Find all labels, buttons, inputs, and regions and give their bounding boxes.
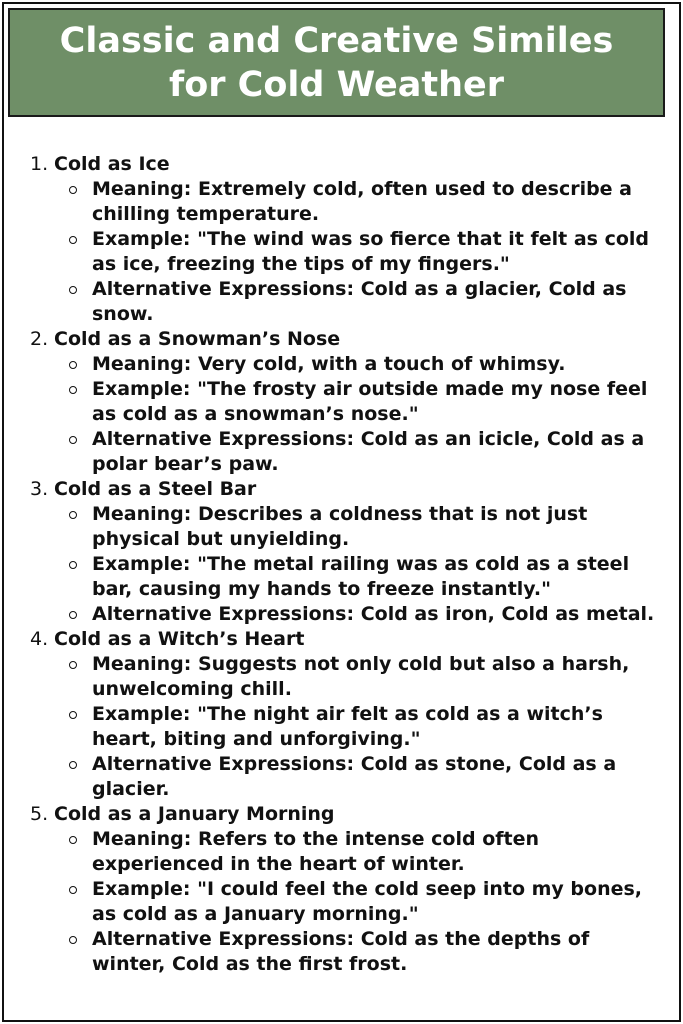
simile-heading: [30, 152, 670, 177]
hollow-circle-bullet-icon: [69, 361, 77, 369]
hollow-circle-bullet-icon: [69, 761, 77, 769]
simile-item: [30, 627, 670, 802]
sub-bullet-text-line: Meaning: Very cold, with a touch of whimsy.: [92, 353, 566, 375]
sub-bullet-item: [92, 752, 670, 802]
hollow-circle-bullet-icon: [69, 836, 77, 844]
sub-bullet-text-line: Meaning: Extremely cold, often used to describe a: [92, 178, 633, 200]
item-number: 2.: [30, 328, 49, 350]
sub-bullet-list: [30, 827, 670, 977]
sub-bullet-text-line: Example: "The metal railing was as cold as a steel: [92, 553, 630, 575]
sub-bullet-item: [92, 352, 670, 377]
sub-bullet-text-line: Alternative Expressions: Cold as stone, Cold as a: [92, 753, 617, 775]
sub-bullet-item: [92, 227, 670, 277]
simile-heading: [30, 802, 670, 827]
item-number: 5.: [30, 803, 49, 825]
item-heading-text: Cold as a Snowman’s Nose: [54, 328, 341, 350]
simile-list: [30, 152, 670, 977]
sub-bullet-text-line: Alternative Expressions: Cold as an icicle, Cold as a: [92, 428, 645, 450]
sub-bullet-text-line: glacier.: [92, 778, 170, 800]
sub-bullet-item: [92, 552, 670, 602]
simile-heading: [30, 627, 670, 652]
sub-bullet-item: [92, 827, 670, 877]
hollow-circle-bullet-icon: [69, 186, 77, 194]
item-number: 1.: [30, 153, 49, 175]
item-number: 3.: [30, 478, 49, 500]
sub-bullet-item: [92, 927, 670, 977]
simile-item: [30, 152, 670, 327]
sub-bullet-text-line: bar, causing my hands to freeze instantly.": [92, 578, 552, 600]
item-heading-text: Cold as a January Morning: [54, 803, 335, 825]
simile-heading: [30, 477, 670, 502]
hollow-circle-bullet-icon: [69, 886, 77, 894]
simile-heading: [30, 327, 670, 352]
item-heading-text: Cold as Ice: [54, 153, 170, 175]
hollow-circle-bullet-icon: [69, 286, 77, 294]
sub-bullet-text-line: heart, biting and unforgiving.": [92, 728, 421, 750]
simile-item: [30, 327, 670, 477]
sub-bullet-item: [92, 602, 670, 627]
sub-bullet-text-line: Alternative Expressions: Cold as the depths of: [92, 928, 590, 950]
sub-bullet-text-line: Example: "The frosty air outside made my nose feel: [92, 378, 648, 400]
sub-bullet-text-line: Example: "The night air felt as cold as a witch’s: [92, 703, 603, 725]
hollow-circle-bullet-icon: [69, 561, 77, 569]
sub-bullet-text-line: Example: "I could feel the cold seep into my bones,: [92, 878, 643, 900]
hollow-circle-bullet-icon: [69, 436, 77, 444]
hollow-circle-bullet-icon: [69, 711, 77, 719]
sub-bullet-text-line: Meaning: Suggests not only cold but also a harsh,: [92, 653, 630, 675]
page-title: [37, 19, 637, 107]
title-banner: [8, 8, 665, 117]
sub-bullet-list: [30, 502, 670, 627]
sub-bullet-item: [92, 427, 670, 477]
sub-bullet-text-line: experienced in the heart of winter.: [92, 853, 465, 875]
sub-bullet-text-line: unwelcoming chill.: [92, 678, 292, 700]
sub-bullet-text-line: as cold as a snowman’s nose.": [92, 403, 419, 425]
simile-item: [30, 477, 670, 627]
sub-bullet-text-line: Alternative Expressions: Cold as a glacier, Cold as: [92, 278, 627, 300]
hollow-circle-bullet-icon: [69, 661, 77, 669]
sub-bullet-text-line: polar bear’s paw.: [92, 453, 279, 475]
sub-bullet-text-line: Example: "The wind was so fierce that it felt as cold: [92, 228, 650, 250]
sub-bullet-item: [92, 177, 670, 227]
hollow-circle-bullet-icon: [69, 936, 77, 944]
sub-bullet-item: [92, 502, 670, 552]
sub-bullet-list: [30, 352, 670, 477]
sub-bullet-text-line: Alternative Expressions: Cold as iron, Cold as metal.: [92, 603, 655, 625]
hollow-circle-bullet-icon: [69, 511, 77, 519]
sub-bullet-item: [92, 702, 670, 752]
hollow-circle-bullet-icon: [69, 386, 77, 394]
hollow-circle-bullet-icon: [69, 611, 77, 619]
item-number: 4.: [30, 628, 49, 650]
sub-bullet-item: [92, 652, 670, 702]
sub-bullet-text-line: snow.: [92, 303, 154, 325]
item-heading-text: Cold as a Steel Bar: [54, 478, 257, 500]
sub-bullet-item: [92, 877, 670, 927]
sub-bullet-text-line: Meaning: Refers to the intense cold often: [92, 828, 540, 850]
sub-bullet-text-line: physical but unyielding.: [92, 528, 350, 550]
sub-bullet-item: [92, 277, 670, 327]
title-line: for Cold Weather: [168, 64, 505, 105]
simile-item: [30, 802, 670, 977]
sub-bullet-text-line: as ice, freezing the tips of my fingers.": [92, 253, 510, 275]
sub-bullet-item: [92, 377, 670, 427]
sub-bullet-text-line: winter, Cold as the first frost.: [92, 953, 408, 975]
hollow-circle-bullet-icon: [69, 236, 77, 244]
sub-bullet-text-line: Meaning: Describes a coldness that is not just: [92, 503, 588, 525]
title-line: Classic and Creative Similes: [59, 20, 614, 61]
sub-bullet-list: [30, 652, 670, 802]
sub-bullet-list: [30, 177, 670, 327]
sub-bullet-text-line: chilling temperature.: [92, 203, 320, 225]
item-heading-text: Cold as a Witch’s Heart: [54, 628, 305, 650]
sub-bullet-text-line: as cold as a January morning.": [92, 903, 419, 925]
